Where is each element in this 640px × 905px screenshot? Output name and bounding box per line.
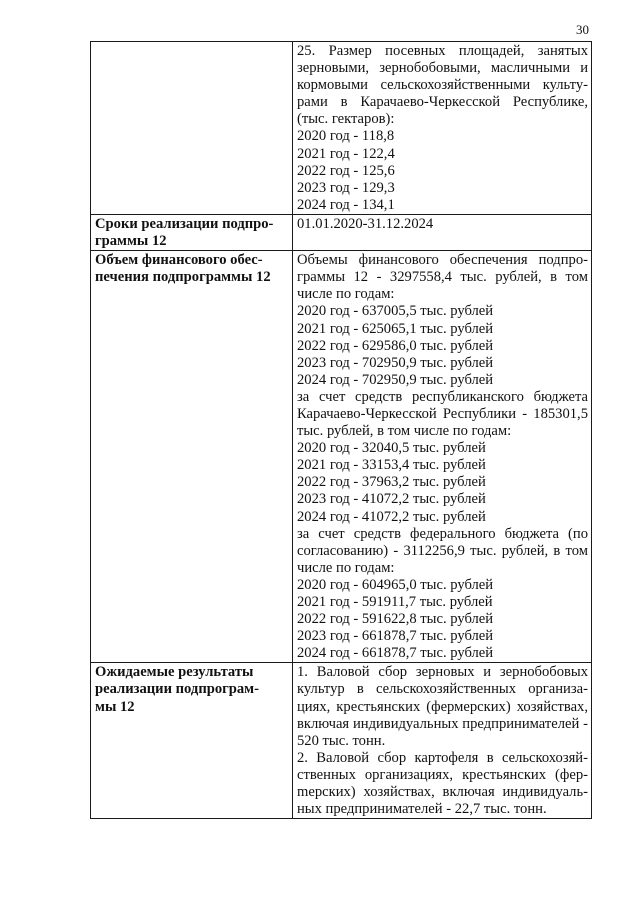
financing-total-text: Объемы финансового обеспечения подпрограммы 12 - 3297558,4 тыс. рублей, в том числе по годам:: [297, 252, 588, 303]
regional-year-value: 2020 год - 32040,5 тыс. рублей: [297, 440, 486, 457]
regional-year-value: 2022 год - 37963,2 тыс. рублей: [297, 474, 486, 491]
page-number: 30: [576, 22, 589, 37]
federal-year-value: 2021 год - 591911,7 тыс. рублей: [297, 594, 493, 610]
indicator-year-value: 2021 год - 122,4: [297, 145, 395, 162]
financing-value: [293, 251, 592, 663]
financing-year-value: 2020 год - 637005,5 тыс. рублей: [297, 303, 494, 320]
expected-result-item: 1. Валовой сбор зерновых и зернобобовых культур в сельскохозяйственных организациях, крестьянских (фермерских) хозяйствах, включая индивидуальных предпринимателей - 520 тыс. тонн.: [297, 664, 588, 749]
table-row-target-indicators: [91, 42, 592, 215]
table-row-expected-results: [91, 663, 592, 819]
regional-year-value: 2021 год - 33153,4 тыс. рублей: [297, 457, 486, 474]
regional-year-value: 2024 год - 41072,2 тыс. рублей: [297, 508, 486, 525]
table-row-implementation-period: [91, 214, 592, 250]
financing-year-value: 2021 год - 625065,1 тыс. рублей: [297, 320, 494, 337]
implementation-period-label: Сроки реализации подпро- граммы 12: [91, 214, 293, 250]
financing-year-value: 2023 год - 702950,9 тыс. рублей: [297, 354, 494, 371]
target-indicators-cell: [293, 42, 592, 215]
federal-year-value: 2023 год - 661878,7 тыс. рублей: [297, 628, 494, 645]
indicator-year-value: 2024 год - 134,1: [297, 196, 395, 213]
expected-result-item: 2. Валовой сбор картофеля в сельскохозяйственных организациях, крестьянских (ферmерских) хозяйствах, включая индивидуальных предпринимателей - 22,7 тыс. тонн.: [297, 749, 588, 818]
indicator-year-value: 2022 год - 125,6: [297, 162, 395, 179]
federal-budget-text: за счет средств федерального бюджета (по согласованию) - 3112256,9 тыс. рублей, в том числе по годам:: [297, 525, 588, 576]
financing-label: Объем финансового обес- печения подпрограммы 12: [91, 251, 293, 663]
indicator-year-value: 2020 год - 118,8: [297, 128, 395, 145]
federal-year-value: 2020 год - 604965,0 тыс. рублей: [297, 576, 494, 593]
financing-year-value: 2022 год - 629586,0 тыс. рублей: [297, 337, 494, 354]
empty-label-cell: [91, 42, 293, 215]
subprogram-passport-table: [90, 41, 592, 819]
regional-budget-text: за счет средств республиканского бюджета Карачаево-Черкесской Республики - 185301,5 тыс. рублей, в том числе по годам:: [297, 388, 588, 440]
financing-year-value: 2024 год - 702950,9 тыс. рублей: [297, 371, 494, 388]
indicator-25-text: 25. Размер посевных площадей, занятых зерновыми, зернобобовыми, масличными и кормовыми сельскохозяйственными культурами в Карачаево-Черкесской Республике, (тыс. гектаров):: [297, 43, 588, 128]
federal-year-value: 2024 год - 661878,7 тыс. рублей: [297, 645, 494, 662]
table-row-financing: [91, 251, 592, 663]
implementation-period-value: 01.01.2020-31.12.2024: [293, 214, 592, 250]
expected-results-label: Ожидаемые результаты реализации подпрограм- мы 12: [91, 663, 293, 819]
regional-year-value: 2023 год - 41072,2 тыс. рублей: [297, 491, 486, 508]
indicator-year-value: 2023 год - 129,3: [297, 179, 395, 196]
expected-results-value: [293, 663, 592, 819]
federal-year-value: 2022 год - 591622,8 тыс. рублей: [297, 611, 494, 628]
